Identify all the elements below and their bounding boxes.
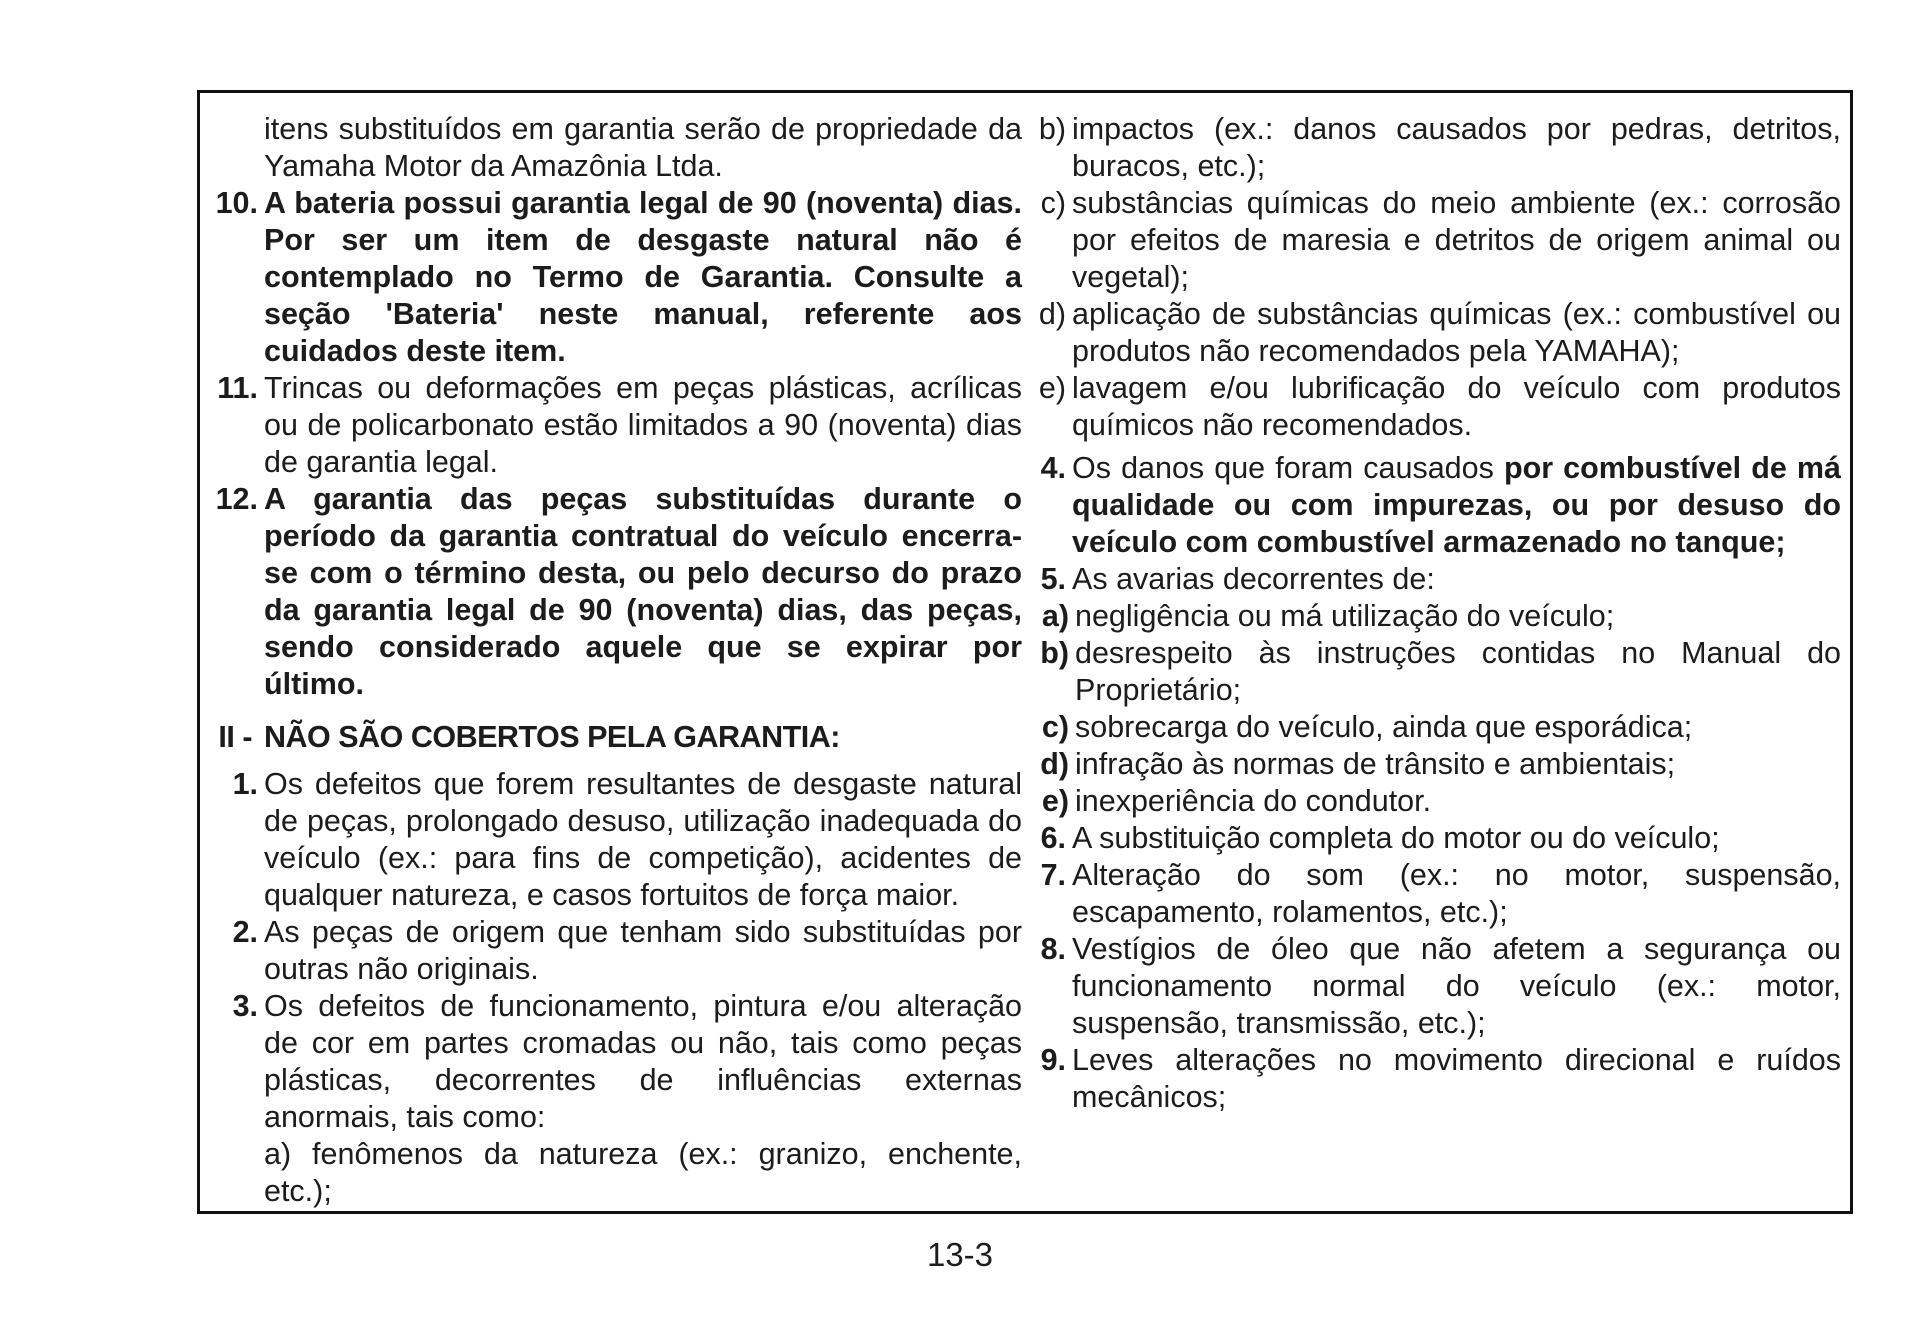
item-8-text: Vestígios de óleo que não afetem a segurança ou funcionamento normal do veículo (ex.: motor, suspensão, transmissão, etc.); (1072, 932, 1841, 1040)
item-2-number: 2. (232, 915, 258, 949)
item-5d-text: infração às normas de trânsito e ambientais; (1075, 747, 1676, 781)
item-3c-text: substâncias químicas do meio ambiente (ex.: corrosão por efeitos de maresia e detritos de origem animal ou vegetal); (1072, 186, 1841, 294)
item-6-text: A substituição completa do motor ou do veículo; (1072, 821, 1720, 855)
item-7-number: 7. (1040, 858, 1066, 892)
item-5-number: 5. (1040, 562, 1066, 596)
item-10-text: A bateria possui garantia legal de 90 (noventa) dias. Por ser um item de desgaste natural não é contemplado no Termo de Garantia. Consulte a seção 'Bateria' neste manual, referente aos cuidados deste item. (264, 186, 1022, 368)
item-4-number: 4. (1040, 451, 1066, 485)
item-3 (232, 988, 1022, 1136)
item-5b (1040, 635, 1841, 709)
section-ii-number: II - (218, 720, 252, 754)
item-5c (1041, 709, 1841, 746)
item-2-text: As peças de origem que tenham sido substituídas por outras não originais. (264, 915, 1022, 986)
item-5b-text: desrespeito às instruções contidas no Manual do Proprietário; (1075, 636, 1841, 707)
item-3b-text: impactos (ex.: danos causados por pedras, detritos, buracos, etc.); (1072, 112, 1841, 183)
item-5c-text: sobrecarga do veículo, ainda que esporádica; (1075, 710, 1693, 744)
item-9 (1040, 1042, 1841, 1116)
item-3b (1038, 111, 1841, 185)
item-7-text: Alteração do som (ex.: no motor, suspensão, escapamento, rolamentos, etc.); (1072, 858, 1841, 929)
item-12 (215, 481, 1022, 703)
item-6 (1040, 820, 1841, 857)
item-5c-letter: c) (1041, 710, 1069, 744)
item-4-bold-text: por combustível de má qualidade ou com impurezas, ou por desuso do veículo com combustível armazenado no tanque; (1072, 451, 1841, 559)
item-3c (1040, 185, 1841, 296)
item-5d-letter: d) (1040, 747, 1069, 781)
item-12-number: 12. (215, 482, 258, 516)
item-3d-text: aplicação de substâncias químicas (ex.: combustível ou produtos não recomendados pela YAMAHA); (1072, 297, 1841, 368)
item-11-number: 11. (217, 371, 258, 405)
item-4-text: Os danos que foram causados (1072, 451, 1504, 485)
item-2 (232, 914, 1022, 988)
item-9-number: 9. (1040, 1043, 1066, 1077)
item-4 (1040, 450, 1841, 561)
section-ii-title: NÃO SÃO COBERTOS PELA GARANTIA: (264, 720, 840, 754)
item-3b-letter: b) (1038, 112, 1066, 146)
item-11-text: Trincas ou deformações em peças plásticas, acrílicas ou de policarbonato estão limitados a 90 (noventa) dias de garantia legal. (264, 371, 1022, 479)
item-5a (1041, 598, 1841, 635)
item-3d-letter: d) (1038, 297, 1066, 331)
intro-paragraph: itens substituídos em garantia serão de propriedade da Yamaha Motor da Amazônia Ltda. (264, 112, 1022, 183)
item-5e-letter: e) (1041, 784, 1069, 818)
item-3c-letter: c) (1040, 186, 1066, 220)
item-5e (1041, 783, 1841, 820)
item-5a-letter: a) (1041, 599, 1069, 633)
item-3e-text: lavagem e/ou lubrificação do veículo com produtos químicos não recomendados. (1072, 371, 1841, 442)
item-5b-letter: b) (1040, 636, 1069, 670)
left-column (212, 111, 1022, 1210)
item-8 (1040, 931, 1841, 1042)
item-5e-text: inexperiência do condutor. (1075, 784, 1432, 818)
item-3-text: Os defeitos de funcionamento, pintura e/ou alteração de cor em partes cromadas ou não, tais como peças plásticas, decorrentes de influências externas anormais, tais como: (264, 989, 1022, 1134)
item-10-number: 10. (215, 186, 258, 220)
item-1 (232, 766, 1022, 914)
item-5a-text: negligência ou má utilização do veículo; (1075, 599, 1615, 633)
page-number: 13-3 (926, 1236, 994, 1273)
item-12-text: A garantia das peças substituídas durante o período da garantia contratual do veículo encerra-se com o término desta, ou pelo decurso do prazo da garantia legal de 90 (noventa) dias, das peças, sendo considerado aquele que se expirar por último. (264, 482, 1022, 701)
item-10 (215, 185, 1022, 370)
item-3d (1038, 296, 1841, 370)
item-9-text: Leves alterações no movimento direcional e ruídos mecânicos; (1072, 1043, 1841, 1114)
content-frame (197, 90, 1853, 1214)
item-3-number: 3. (232, 989, 258, 1023)
section-heading-ii (218, 719, 1022, 756)
item-5 (1040, 561, 1841, 598)
item-5d (1040, 746, 1841, 783)
item-3e (1038, 370, 1841, 444)
item-11 (217, 370, 1022, 481)
item-8-number: 8. (1040, 932, 1066, 966)
item-6-number: 6. (1040, 821, 1066, 855)
item-1-text: Os defeitos que forem resultantes de desgaste natural de peças, prolongado desuso, utilização inadequada do veículo (ex.: para fins de competição), acidentes de qualquer natureza, e casos fortuitos de força maior. (264, 767, 1022, 912)
item-3a: a) fenômenos da natureza (ex.: granizo, enchente, etc.); (264, 1137, 1022, 1208)
right-column (1040, 111, 1841, 1116)
item-5-text: As avarias decorrentes de: (1072, 562, 1435, 596)
item-7 (1040, 857, 1841, 931)
item-3e-letter: e) (1038, 371, 1066, 405)
item-1-number: 1. (232, 767, 258, 801)
